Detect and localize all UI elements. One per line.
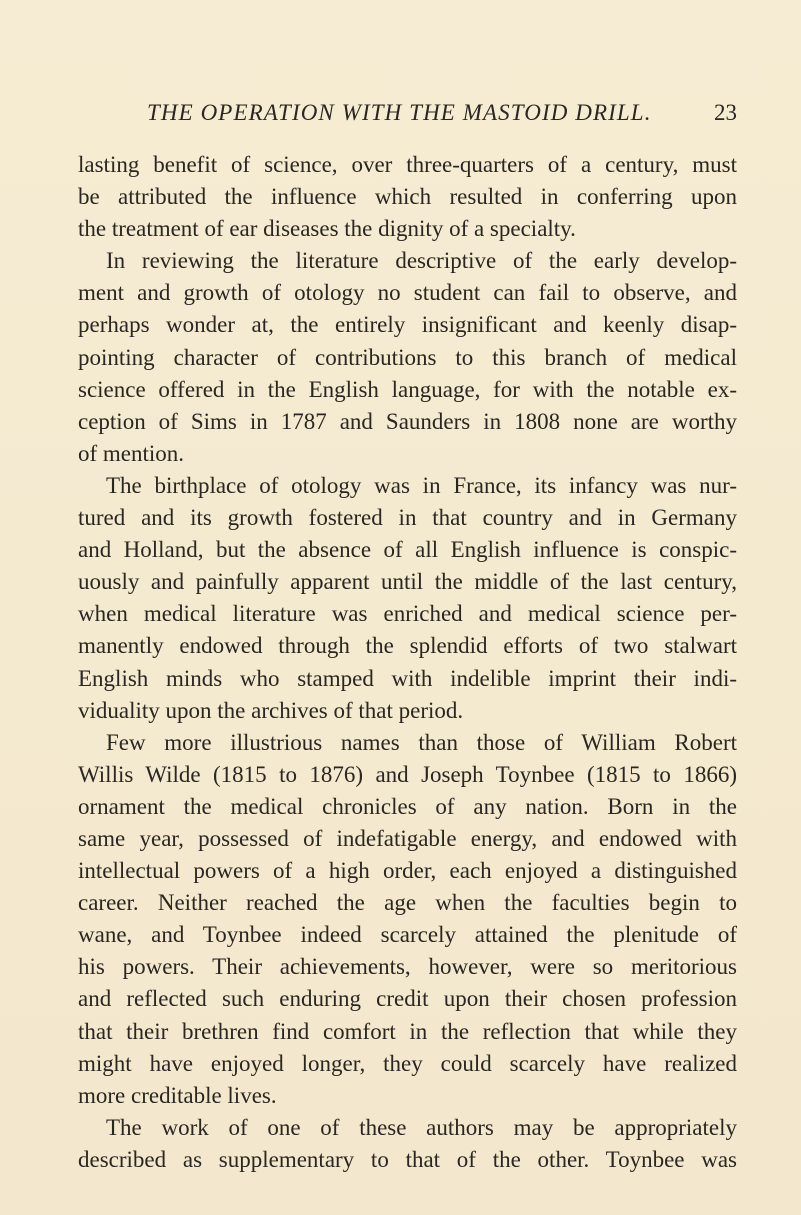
text-line: more creditable lives.: [78, 1082, 277, 1108]
text-line: the treatment of ear diseases the dignity of a specialty.: [78, 216, 576, 242]
text-line: The birthplace of otology was in France, its infancy was nur-: [106, 472, 737, 498]
text-line: ment and growth of otology no student can fail to observe, and: [78, 280, 737, 306]
text-line: science offered in the English language, for with the notable ex-: [78, 376, 737, 402]
text-line: manently endowed through the splendid efforts of two stalwart: [78, 633, 737, 659]
text-line: intellectual powers of a high order, each enjoyed a distinguished: [78, 858, 737, 884]
text-line: described as supplementary to that of the other. Toynbee was: [78, 1146, 737, 1172]
text-line: uously and painfully apparent until the middle of the last century,: [78, 569, 737, 595]
running-title: THE OPERATION WITH THE MASTOID DRILL.: [147, 100, 652, 125]
text-line: In reviewing the literature descriptive of the early develop-: [106, 248, 737, 274]
text-line: ception of Sims in 1787 and Saunders in 1808 none are worthy: [78, 408, 737, 434]
paragraph-1: [78, 149, 737, 245]
text-line: of mention.: [78, 440, 185, 466]
text-line: Willis Wilde (1815 to 1876) and Joseph Toynbee (1815 to 1866): [78, 761, 737, 787]
paragraph-3: [78, 470, 737, 727]
text-line: same year, possessed of indefatigable energy, and endowed with: [78, 825, 737, 851]
text-line: when medical literature was enriched and medical science per-: [78, 601, 737, 627]
text-line: ornament the medical chronicles of any nation. Born in the: [78, 793, 737, 819]
text-line: Few more illustrious names than those of William Robert: [106, 729, 737, 755]
text-line: career. Neither reached the age when the faculties begin to: [78, 890, 737, 916]
text-line: tured and its growth fostered in that country and in Germany: [78, 505, 737, 531]
text-line: The work of one of these authors may be appropriately: [106, 1114, 737, 1140]
text-line: perhaps wonder at, the entirely insignificant and keenly disap-: [78, 312, 737, 338]
paragraph-5: [78, 1112, 737, 1176]
paragraph-2: [78, 245, 737, 470]
text-line: lasting benefit of science, over three-quarters of a century, must: [78, 152, 737, 177]
text-line: viduality upon the archives of that period.: [78, 697, 464, 723]
body-text: [78, 149, 737, 1176]
paragraph-4: [78, 727, 737, 1112]
text-line: and Holland, but the absence of all English influence is conspic-: [78, 537, 737, 563]
page-number: 23: [714, 100, 737, 125]
text-line: that their brethren find comfort in the reflection that while they: [78, 1018, 737, 1044]
running-head: [147, 100, 737, 140]
text-line: be attributed the influence which resulted in conferring upon: [78, 184, 737, 210]
text-line: wane, and Toynbee indeed scarcely attained the plenitude of: [78, 922, 737, 948]
text-line: might have enjoyed longer, they could scarcely have realized: [78, 1050, 737, 1076]
text-line: English minds who stamped with indelible imprint their indi-: [78, 665, 737, 691]
text-line: and reflected such enduring credit upon their chosen profession: [78, 986, 737, 1012]
text-line: pointing character of contributions to this branch of medical: [78, 344, 737, 370]
text-line: his powers. Their achievements, however, were so meritorious: [78, 954, 737, 980]
